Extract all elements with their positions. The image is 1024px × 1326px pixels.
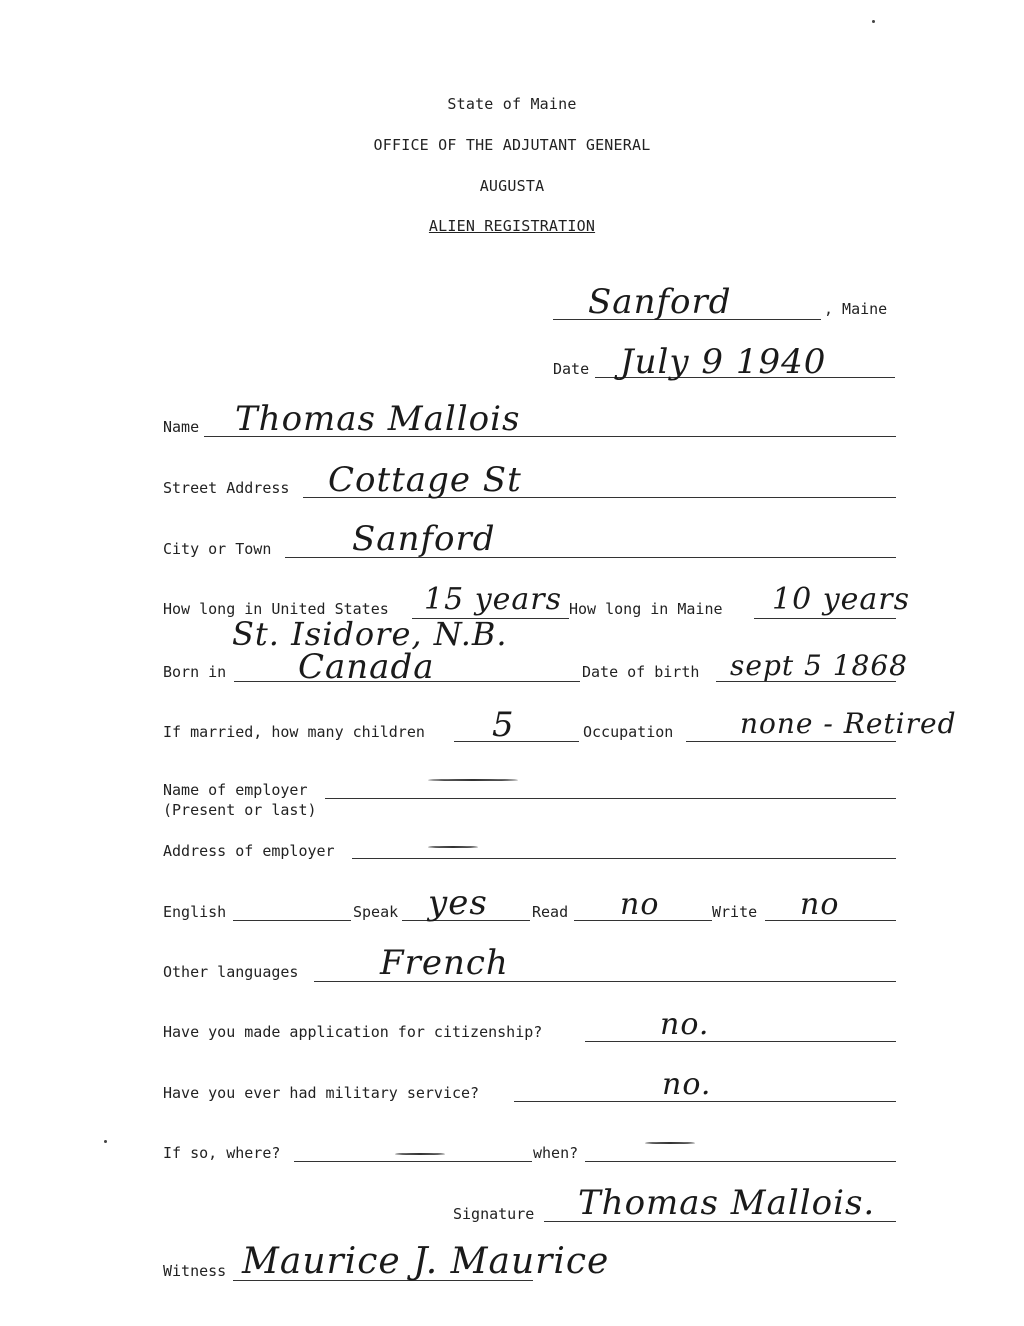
how-long-us-entry: 15 years [424, 582, 563, 617]
how-long-maine-line [754, 618, 896, 619]
employer-address-label: Address of employer [163, 842, 335, 860]
form-title [0, 217, 1024, 235]
town-entry: Sanford [588, 282, 732, 322]
street-address-label: Street Address [163, 479, 290, 497]
military-entry: no. [662, 1067, 712, 1102]
where-dash [395, 1153, 445, 1155]
occupation-entry: none - Retired [740, 707, 957, 740]
read-entry: no [620, 887, 660, 922]
write-label: Write [712, 903, 758, 921]
form-title-text: ALIEN REGISTRATION [428, 217, 596, 235]
speak-entry: yes [428, 883, 488, 923]
witness-entry: Maurice J. Maurice [242, 1241, 610, 1282]
date-label: Date [553, 360, 590, 378]
scan-speck [104, 1140, 107, 1143]
employer-name-line [325, 798, 896, 799]
how-long-maine-entry: 10 years [772, 582, 911, 617]
maine-label: , Maine [824, 300, 888, 318]
write-entry: no [800, 887, 840, 922]
where-line [294, 1161, 532, 1162]
born-in-entry: Canada [298, 647, 435, 687]
when-line [585, 1161, 896, 1162]
citizenship-label: Have you made application for citizenship? [163, 1023, 543, 1041]
when-dash [645, 1142, 695, 1144]
other-languages-entry: French [380, 943, 509, 983]
date-entry: July 9 1940 [620, 342, 827, 382]
employer-address-line [352, 858, 896, 859]
state-heading: State of Maine [447, 95, 577, 113]
children-label: If married, how many children [163, 723, 425, 741]
how-long-maine-label: How long in Maine [569, 600, 723, 618]
name-entry: Thomas Mallois [235, 399, 521, 439]
how-long-us-label: How long in United States [163, 600, 389, 618]
citizenship-line [585, 1041, 896, 1042]
date-of-birth-entry: sept 5 1868 [730, 649, 908, 682]
signature-entry: Thomas Mallois. [578, 1183, 876, 1223]
date-of-birth-label: Date of birth [582, 663, 700, 681]
witness-label: Witness [163, 1262, 227, 1280]
employer-name-label: Name of employer [163, 781, 308, 799]
employer-note-label: (Present or last) [163, 801, 317, 819]
speak-label: Speak [353, 903, 399, 921]
other-languages-label: Other languages [163, 963, 299, 981]
read-label: Read [532, 903, 569, 921]
birthplace-detail-entry: St. Isidore, N.B. [232, 615, 508, 653]
children-entry: 5 [492, 705, 515, 745]
born-in-label: Born in [163, 663, 227, 681]
employer-name-dash [428, 779, 518, 781]
occupation-line [686, 741, 896, 742]
children-line [454, 741, 579, 742]
name-label: Name [163, 418, 200, 436]
city-label: City or Town [163, 540, 272, 558]
citizenship-entry: no. [660, 1007, 710, 1042]
occupation-label: Occupation [583, 723, 674, 741]
city-entry: Sanford [352, 519, 496, 559]
street-address-entry: Cottage St [328, 460, 522, 500]
military-label: Have you ever had military service? [163, 1084, 480, 1102]
city-heading: AUGUSTA [479, 177, 545, 195]
english-line [233, 920, 351, 921]
when-label: when? [533, 1144, 579, 1162]
employer-address-dash [428, 846, 478, 848]
office-heading: OFFICE OF THE ADJUTANT GENERAL [373, 136, 651, 154]
scan-speck [872, 20, 875, 23]
if-so-where-label: If so, where? [163, 1144, 281, 1162]
signature-label: Signature [453, 1205, 535, 1223]
english-label: English [163, 903, 227, 921]
